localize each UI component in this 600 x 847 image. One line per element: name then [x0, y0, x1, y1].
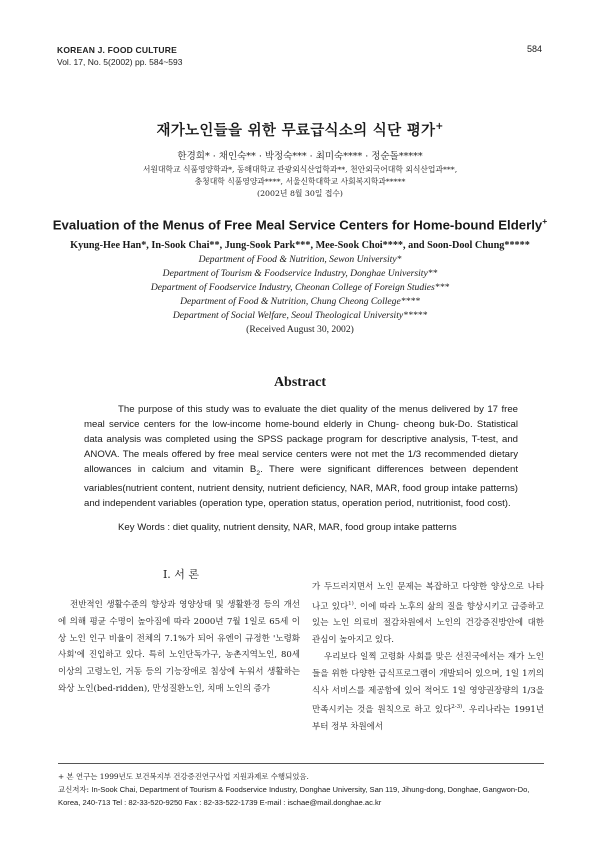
- korean-title: 재가노인들을 위한 무료급식소의 식단 평가+: [156, 121, 444, 139]
- keywords-label: Key Words :: [118, 522, 173, 533]
- english-title: Evaluation of the Menus of Free Meal Service Centers for Home-bound Elderly+: [52, 216, 548, 233]
- english-affiliation-line: Department of Tourism & Foodservice Industry, Donghae University**: [162, 268, 438, 279]
- korean-received-date: (2002년 8월 30일 접수): [257, 189, 343, 198]
- english-affiliations: [0, 253, 600, 337]
- citation: 2-3): [451, 704, 463, 711]
- citation: 1): [348, 600, 354, 607]
- journal-name: KOREAN J. FOOD CULTURE: [57, 45, 177, 55]
- abstract-heading: Abstract: [273, 375, 327, 390]
- english-affiliation-line: Department of Foodservice Industry, Cheonan College of Foreign Studies***: [150, 282, 450, 293]
- keywords: [118, 522, 457, 533]
- english-affiliation-line: Department of Food & Nutrition, Chung Cheong College****: [180, 296, 420, 307]
- korean-authors: 한경희* · 채인숙** · 박정숙*** · 최미숙**** · 정순돌*****: [177, 151, 423, 162]
- abstract-body: [84, 402, 518, 512]
- english-received-date: (Received August 30, 2002): [246, 324, 354, 335]
- english-affiliation-line: Department of Social Welfare, Seoul Theological University*****: [172, 310, 428, 321]
- english-authors: Kyung-Hee Han*, In-Sook Chai**, Jung-Sook Park***, Mee-Sook Choi****, and Soon-Dool Chung*****: [70, 240, 530, 251]
- keywords-list: diet quality, nutrient density, NAR, MAR, food group intake patterns: [172, 522, 457, 533]
- section-heading: I. 서 론: [162, 568, 200, 581]
- funding-note: + 본 연구는 1999년도 보건복지부 건강증진연구사업 지원과제로 수행되었음.: [58, 772, 309, 781]
- korean-affiliation-line: 충청대학 식품영양과****, 서울신학대학교 사회복지학과*****: [194, 177, 406, 186]
- body-paragraph: 우리보다 일찍 고령화 사회를 맞은 선진국에서는 재가 노인들을 위한 다양한 급식프로그램이 개발되어 있으며, 1일 1끼의 식사 서비스를 제공함에 있어 적어도 1일 영양권장량의 1/3을 만족시키는 것을 원칙으로 하고 있다$^{2-3)}$. 우리나라는 1991년부터 정부 차원에서: [312, 652, 544, 733]
- journal-issue: Vol. 17, No. 5(2002) pp. 584~593: [57, 57, 183, 67]
- korean-affiliations: [0, 164, 600, 200]
- body-paragraph: 전반적인 생활수준의 향상과 영양상태 및 생활환경 등의 개선에 의해 평균 수명이 높아짐에 따라 2000년 7월 1일로 65세 이상 노인 인구 비율이 전체의 7.1%가 되어 유엔이 규정한 '노령화 사회'에 진입하고 있다. 특히 노인단독가구, 농촌지역노인, 80세 이상의 고령노인, 거동 등의 기능장애로 침상에 누워서 생활하는 와상 노인(bed-ridden), 만성질환노인, 치매 노인의 증가: [58, 600, 300, 694]
- korean-affiliation-line: 서원대학교 식품영양학과*, 동해대학교 관광외식산업학과**, 천안외국어대학 외식산업과***,: [142, 165, 458, 174]
- journal-header: [57, 44, 182, 68]
- abstract-paragraph: The purpose of this study was to evaluate the diet quality of the menus delivered by 17 free meal service centers for the low-income home-bound elderly in Chung- cheong buk-Do. Statistical data analysis was completed using the SPSS package program for descriptive analysis, T-test, and ANOVA. The meals offered by free meal service centers were not met the 1/3 recommended dietary allowances in calcium and vitamin $B_2$. There were significant differences between dependent variables(nutrient content, nutrient density, nutrient deficiency, NAR, MAR, food group intake patterns) and independent variables (operation type, operation status, operation period, nutritionist, food cost).: [84, 404, 518, 510]
- body-paragraph: 가 두드러지면서 노인 문제는 복잡하고 다양한 양상으로 나타나고 있다$^{1)}$. 이에 따라 노후의 삶의 질을 향상시키고 급증하고 있는 노인 의료비 절감차원에서 노인의 건강증진방안에 대한 관심이 높아지고 있다.: [312, 582, 545, 646]
- body-column-left: [58, 597, 300, 698]
- footnotes: [58, 770, 544, 809]
- corresponding-author: 교신저자: In-Sook Chai, Department of Tourism & Foodservice Industry, Donghae University, San 119, Jihung-dong, Donghae, Gangwon-Do, Korea, 240-713 Tel : 82-33-520-9250 Fax : 82-33-522-1739 E-mail : ischae@mail.donghae.ac.kr: [58, 785, 530, 807]
- footnote-divider: [58, 763, 544, 764]
- page-number: 584: [526, 44, 542, 54]
- body-column-right: [312, 579, 544, 736]
- english-affiliation-line: Department of Food & Nutrition, Sewon University*: [198, 254, 402, 265]
